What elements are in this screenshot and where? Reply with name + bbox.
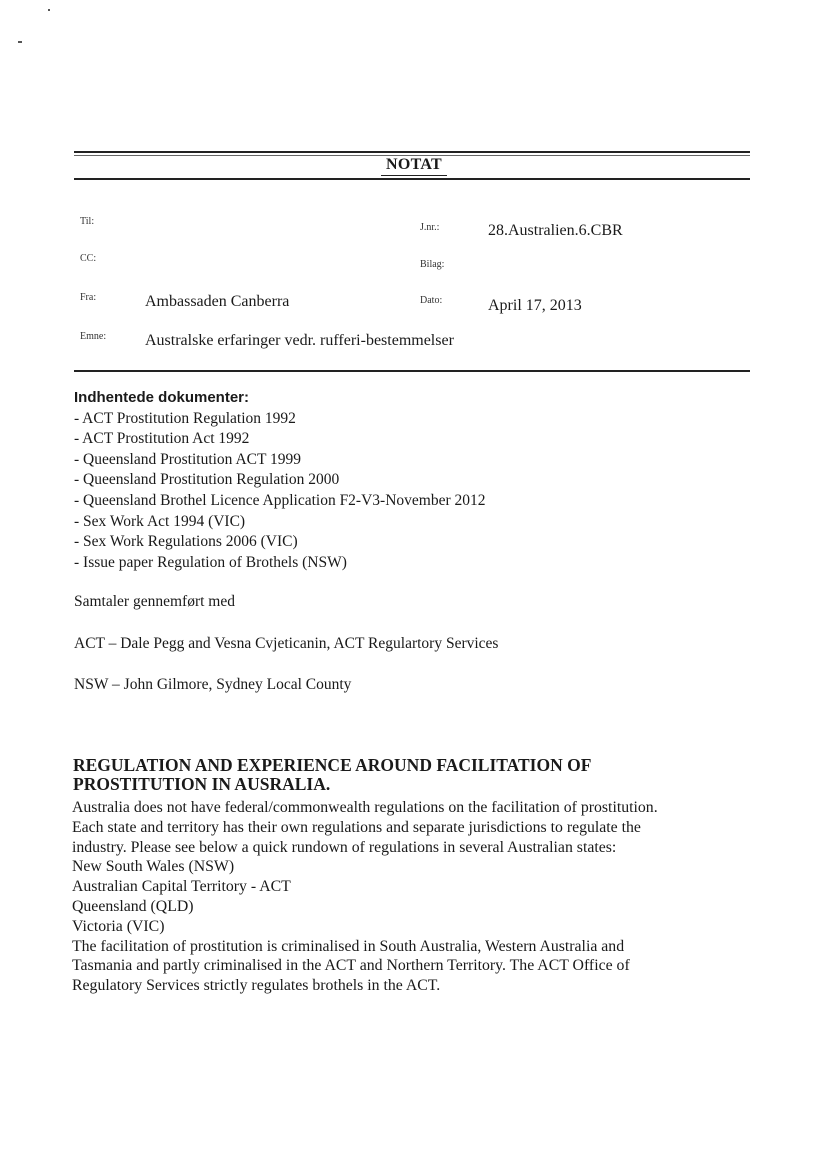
fra-label: Fra:: [80, 292, 97, 303]
body-line: Victoria (VIC): [72, 917, 165, 935]
fields-rule: [74, 370, 750, 372]
jnr-label: J.nr.:: [420, 222, 440, 233]
section-title: [73, 756, 713, 794]
emne-label: Emne:: [80, 331, 107, 342]
body-line: Tasmania and partly criminalised in the ACT and Northern Territory. The ACT Office of: [72, 957, 630, 975]
cc-label: CC:: [80, 253, 97, 264]
document-item: - Sex Work Regulations 2006 (VIC): [74, 533, 298, 551]
document-item: - ACT Prostitution Act 1992: [74, 430, 250, 448]
document-item: - Queensland Brothel Licence Application F2-V3-November 2012: [74, 491, 486, 509]
conversation-act: ACT – Dale Pegg and Vesna Cvjeticanin, ACT Regulartory Services: [74, 635, 499, 652]
document-item: - Queensland Prostitution Regulation 2000: [74, 471, 340, 489]
til-label: Til:: [80, 216, 95, 227]
header-rule-bottom: [74, 178, 750, 180]
document-item: - Sex Work Act 1994 (VIC): [74, 512, 246, 530]
title-underline: [381, 175, 447, 176]
document-item: - ACT Prostitution Regulation 1992: [74, 409, 296, 427]
body-line: Each state and territory has their own regulations and separate jurisdictions to regulate the: [72, 818, 641, 836]
section-title-line: REGULATION AND EXPERIENCE AROUND FACILITATION OF: [73, 755, 592, 775]
bilag-label: Bilag:: [420, 259, 445, 270]
documents-list: [74, 388, 486, 573]
conversation-nsw: NSW – John Gilmore, Sydney Local County: [74, 676, 352, 693]
documents-heading: Indhentede dokumenter:: [74, 389, 250, 406]
body-line: Queensland (QLD): [72, 897, 194, 915]
document-item: - Queensland Prostitution ACT 1999: [74, 450, 302, 468]
emne-value: Australske erfaringer vedr. rufferi-bestemmelser: [145, 332, 454, 349]
conversations-intro: Samtaler gennemført med: [74, 593, 235, 610]
body-line: Australia does not have federal/commonwealth regulations on the facilitation of prostitution.: [72, 799, 658, 816]
jnr-value: 28.Australien.6.CBR: [488, 222, 623, 239]
dato-label: Dato:: [420, 295, 443, 306]
body-line: Australian Capital Territory - ACT: [72, 878, 291, 896]
section-body: [72, 798, 772, 996]
body-line: Regulatory Services strictly regulates brothels in the ACT.: [72, 977, 441, 995]
header-rule-top: [74, 151, 750, 153]
memo-title: NOTAT: [385, 156, 443, 173]
document-item: - Issue paper Regulation of Brothels (NSW): [74, 553, 347, 571]
dato-value: April 17, 2013: [488, 297, 582, 314]
body-line: industry. Please see below a quick rundown of regulations in several Australian states:: [72, 838, 617, 856]
body-line: New South Wales (NSW): [72, 858, 235, 876]
section-title-line: PROSTITUTION IN AUSRALIA.: [73, 774, 331, 794]
body-line: The facilitation of prostitution is criminalised in South Australia, Western Australia and: [72, 937, 625, 955]
scan-speck: [48, 9, 50, 11]
fra-value: Ambassaden Canberra: [145, 293, 290, 310]
scan-speck: [18, 41, 22, 43]
